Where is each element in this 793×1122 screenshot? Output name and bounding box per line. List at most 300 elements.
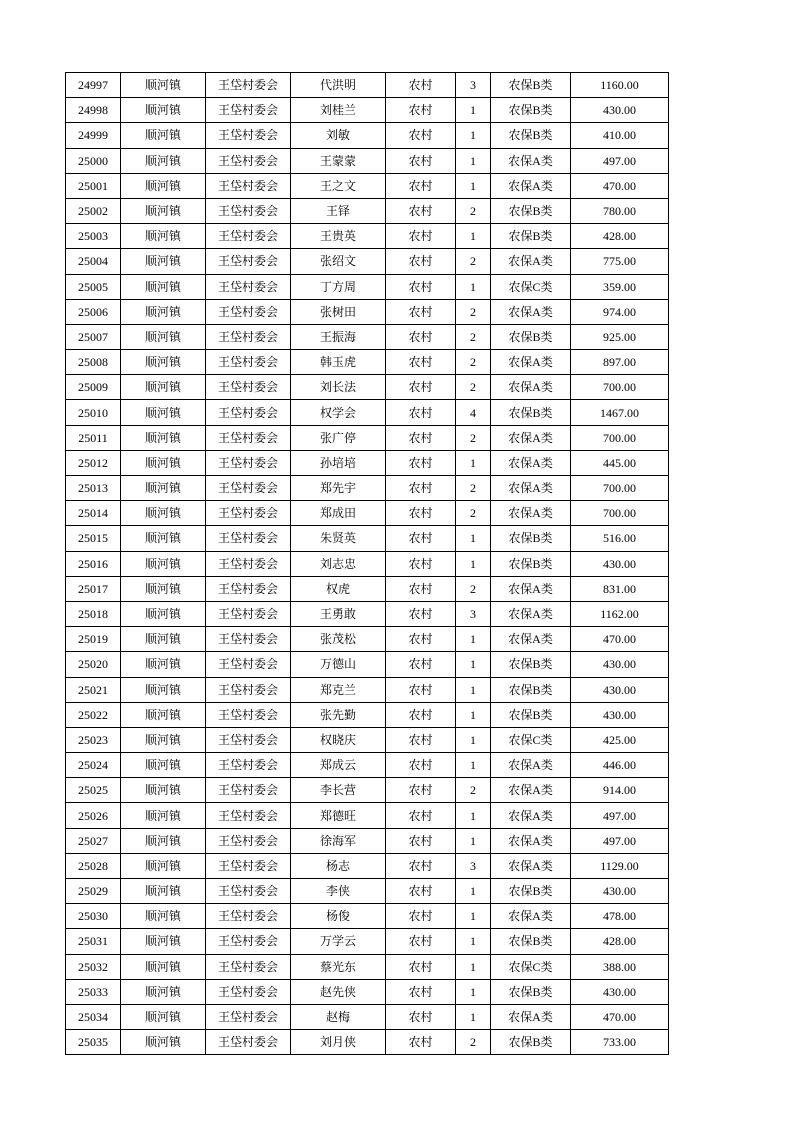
table-cell-count: 1 [456,979,491,1004]
table-cell-amount: 974.00 [571,299,669,324]
table-cell-name: 杨志 [291,853,386,878]
table-cell-id: 25018 [66,601,121,626]
table-cell-residence: 农村 [386,576,456,601]
table-cell-town: 顺河镇 [121,904,206,929]
table-cell-id: 25004 [66,249,121,274]
table-cell-id: 25013 [66,476,121,501]
table-cell-name: 代洪明 [291,73,386,98]
table-row [66,98,669,123]
table-cell-id: 25027 [66,828,121,853]
table-cell-id: 24997 [66,73,121,98]
table-cell-town: 顺河镇 [121,198,206,223]
table-cell-residence: 农村 [386,400,456,425]
table-cell-town: 顺河镇 [121,627,206,652]
table-cell-village: 王垈村委会 [206,979,291,1004]
table-cell-village: 王垈村委会 [206,803,291,828]
table-cell-residence: 农村 [386,476,456,501]
table-cell-residence: 农村 [386,879,456,904]
table-cell-id: 25030 [66,904,121,929]
table-cell-residence: 农村 [386,350,456,375]
table-cell-id: 25035 [66,1030,121,1055]
table-cell-village: 王垈村委会 [206,123,291,148]
table-cell-town: 顺河镇 [121,601,206,626]
table-cell-category: 农保A类 [491,501,571,526]
table-cell-village: 王垈村委会 [206,853,291,878]
table-cell-count: 1 [456,173,491,198]
table-cell-count: 1 [456,526,491,551]
table-cell-id: 25033 [66,979,121,1004]
table-cell-category: 农保A类 [491,753,571,778]
table-row [66,73,669,98]
table-cell-town: 顺河镇 [121,299,206,324]
table-cell-name: 权学会 [291,400,386,425]
table-cell-town: 顺河镇 [121,400,206,425]
table-cell-category: 农保A类 [491,904,571,929]
table-cell-category: 农保B类 [491,551,571,576]
table-cell-count: 2 [456,249,491,274]
table-cell-category: 农保B类 [491,677,571,702]
table-cell-name: 权晓庆 [291,727,386,752]
table-cell-residence: 农村 [386,299,456,324]
table-row [66,652,669,677]
table-cell-residence: 农村 [386,652,456,677]
table-cell-town: 顺河镇 [121,224,206,249]
table-cell-residence: 农村 [386,274,456,299]
table-cell-town: 顺河镇 [121,576,206,601]
table-cell-count: 1 [456,148,491,173]
table-cell-name: 张广停 [291,425,386,450]
table-cell-name: 万学云 [291,929,386,954]
benefits-table [65,72,669,1055]
table-cell-name: 徐海军 [291,828,386,853]
table-cell-name: 万德山 [291,652,386,677]
table-row [66,350,669,375]
table-cell-name: 王蒙蒙 [291,148,386,173]
table-row [66,476,669,501]
table-cell-residence: 农村 [386,450,456,475]
table-cell-village: 王垈村委会 [206,98,291,123]
table-cell-id: 25008 [66,350,121,375]
table-cell-category: 农保A类 [491,627,571,652]
table-cell-id: 25017 [66,576,121,601]
table-cell-category: 农保B类 [491,198,571,223]
table-cell-residence: 农村 [386,702,456,727]
table-cell-count: 1 [456,551,491,576]
table-cell-count: 1 [456,954,491,979]
table-cell-id: 25021 [66,677,121,702]
table-cell-category: 农保B类 [491,652,571,677]
table-cell-amount: 1467.00 [571,400,669,425]
table-cell-name: 刘桂兰 [291,98,386,123]
table-cell-name: 郑先宇 [291,476,386,501]
table-cell-count: 2 [456,501,491,526]
table-cell-village: 王垈村委会 [206,904,291,929]
table-cell-residence: 农村 [386,803,456,828]
table-cell-id: 25022 [66,702,121,727]
table-cell-count: 1 [456,98,491,123]
table-cell-category: 农保B类 [491,123,571,148]
table-cell-amount: 497.00 [571,148,669,173]
table-cell-residence: 农村 [386,551,456,576]
table-cell-residence: 农村 [386,224,456,249]
table-cell-village: 王垈村委会 [206,375,291,400]
table-cell-village: 王垈村委会 [206,299,291,324]
table-cell-amount: 428.00 [571,224,669,249]
table-row [66,551,669,576]
table-cell-residence: 农村 [386,375,456,400]
table-row [66,1004,669,1029]
table-cell-id: 25005 [66,274,121,299]
table-cell-id: 25031 [66,929,121,954]
table-row [66,123,669,148]
table-cell-name: 赵梅 [291,1004,386,1029]
table-cell-count: 1 [456,652,491,677]
table-cell-village: 王垈村委会 [206,274,291,299]
table-cell-town: 顺河镇 [121,249,206,274]
table-row [66,1030,669,1055]
table-cell-residence: 农村 [386,148,456,173]
table-row [66,198,669,223]
table-cell-village: 王垈村委会 [206,324,291,349]
table-cell-town: 顺河镇 [121,778,206,803]
table-cell-name: 刘月侠 [291,1030,386,1055]
table-cell-category: 农保A类 [491,350,571,375]
table-cell-amount: 430.00 [571,879,669,904]
table-cell-amount: 446.00 [571,753,669,778]
table-cell-village: 王垈村委会 [206,652,291,677]
table-cell-name: 权虎 [291,576,386,601]
table-cell-town: 顺河镇 [121,123,206,148]
table-cell-count: 2 [456,375,491,400]
table-cell-id: 25009 [66,375,121,400]
table-cell-village: 王垈村委会 [206,753,291,778]
table-cell-count: 1 [456,677,491,702]
table-cell-id: 25024 [66,753,121,778]
table-cell-residence: 农村 [386,73,456,98]
table-cell-village: 王垈村委会 [206,576,291,601]
table-cell-category: 农保C类 [491,727,571,752]
table-cell-count: 2 [456,425,491,450]
table-cell-residence: 农村 [386,526,456,551]
table-cell-id: 25019 [66,627,121,652]
table-cell-count: 1 [456,224,491,249]
table-cell-village: 王垈村委会 [206,173,291,198]
table-row [66,979,669,1004]
table-cell-village: 王垈村委会 [206,879,291,904]
table-cell-town: 顺河镇 [121,828,206,853]
table-cell-id: 24998 [66,98,121,123]
table-cell-town: 顺河镇 [121,73,206,98]
table-cell-id: 25010 [66,400,121,425]
table-cell-amount: 428.00 [571,929,669,954]
table-cell-amount: 914.00 [571,778,669,803]
table-body [66,73,669,1055]
table-cell-amount: 780.00 [571,198,669,223]
table-cell-name: 赵先侠 [291,979,386,1004]
table-row [66,425,669,450]
table-cell-name: 刘长法 [291,375,386,400]
table-cell-town: 顺河镇 [121,803,206,828]
table-cell-count: 2 [456,299,491,324]
table-cell-village: 王垈村委会 [206,727,291,752]
table-cell-amount: 733.00 [571,1030,669,1055]
table-cell-name: 张树田 [291,299,386,324]
table-row [66,904,669,929]
table-cell-category: 农保C类 [491,274,571,299]
table-row [66,702,669,727]
table-cell-count: 1 [456,803,491,828]
table-cell-village: 王垈村委会 [206,350,291,375]
table-cell-category: 农保A类 [491,803,571,828]
table-cell-residence: 农村 [386,979,456,1004]
table-cell-village: 王垈村委会 [206,778,291,803]
table-cell-amount: 497.00 [571,803,669,828]
table-cell-amount: 775.00 [571,249,669,274]
table-cell-name: 蔡光东 [291,954,386,979]
table-cell-amount: 388.00 [571,954,669,979]
table-cell-name: 刘敏 [291,123,386,148]
table-cell-name: 张茂松 [291,627,386,652]
table-cell-town: 顺河镇 [121,148,206,173]
table-cell-name: 王贵英 [291,224,386,249]
table-cell-town: 顺河镇 [121,350,206,375]
table-cell-name: 孙培培 [291,450,386,475]
table-cell-category: 农保A类 [491,778,571,803]
table-cell-village: 王垈村委会 [206,400,291,425]
table-row [66,753,669,778]
table-cell-town: 顺河镇 [121,652,206,677]
table-cell-category: 农保A类 [491,148,571,173]
table-cell-residence: 农村 [386,324,456,349]
table-cell-amount: 430.00 [571,551,669,576]
table-cell-village: 王垈村委会 [206,249,291,274]
table-cell-village: 王垈村委会 [206,1030,291,1055]
table-cell-category: 农保A类 [491,476,571,501]
table-cell-residence: 农村 [386,853,456,878]
table-cell-category: 农保A类 [491,450,571,475]
table-cell-amount: 897.00 [571,350,669,375]
table-cell-category: 农保B类 [491,73,571,98]
table-row [66,677,669,702]
table-cell-amount: 430.00 [571,98,669,123]
table-cell-residence: 农村 [386,954,456,979]
table-cell-name: 郑克兰 [291,677,386,702]
table-cell-category: 农保B类 [491,224,571,249]
table-cell-residence: 农村 [386,627,456,652]
table-cell-id: 25014 [66,501,121,526]
table-cell-amount: 470.00 [571,173,669,198]
table-cell-id: 25000 [66,148,121,173]
table-row [66,929,669,954]
table-cell-category: 农保A类 [491,299,571,324]
table-cell-name: 王振海 [291,324,386,349]
table-cell-village: 王垈村委会 [206,198,291,223]
table-cell-count: 1 [456,627,491,652]
table-cell-town: 顺河镇 [121,727,206,752]
table-cell-count: 1 [456,879,491,904]
table-cell-residence: 农村 [386,929,456,954]
table-cell-town: 顺河镇 [121,753,206,778]
table-cell-amount: 925.00 [571,324,669,349]
table-cell-count: 2 [456,324,491,349]
table-row [66,778,669,803]
table-cell-id: 25025 [66,778,121,803]
table-cell-category: 农保A类 [491,375,571,400]
table-cell-count: 2 [456,576,491,601]
table-row [66,299,669,324]
table-cell-amount: 430.00 [571,702,669,727]
table-cell-residence: 农村 [386,425,456,450]
table-cell-count: 2 [456,1030,491,1055]
table-cell-category: 农保B类 [491,702,571,727]
table-row [66,375,669,400]
table-row [66,173,669,198]
table-cell-town: 顺河镇 [121,677,206,702]
table-cell-town: 顺河镇 [121,425,206,450]
table-cell-amount: 700.00 [571,425,669,450]
table-cell-count: 1 [456,727,491,752]
table-cell-id: 25011 [66,425,121,450]
table-cell-village: 王垈村委会 [206,702,291,727]
table-cell-count: 1 [456,1004,491,1029]
table-cell-id: 25032 [66,954,121,979]
table-cell-count: 3 [456,601,491,626]
table-row [66,450,669,475]
table-cell-id: 24999 [66,123,121,148]
table-cell-residence: 农村 [386,727,456,752]
table-cell-residence: 农村 [386,501,456,526]
table-cell-name: 王铎 [291,198,386,223]
table-cell-residence: 农村 [386,98,456,123]
table-cell-residence: 农村 [386,198,456,223]
table-cell-id: 25016 [66,551,121,576]
table-cell-amount: 497.00 [571,828,669,853]
table-cell-name: 王勇敢 [291,601,386,626]
table-cell-village: 王垈村委会 [206,526,291,551]
table-cell-village: 王垈村委会 [206,954,291,979]
table-cell-town: 顺河镇 [121,1030,206,1055]
table-cell-count: 2 [456,350,491,375]
table-cell-town: 顺河镇 [121,450,206,475]
table-row [66,853,669,878]
table-row [66,501,669,526]
table-cell-category: 农保A类 [491,853,571,878]
table-cell-town: 顺河镇 [121,173,206,198]
table-cell-category: 农保A类 [491,828,571,853]
table-cell-category: 农保A类 [491,425,571,450]
table-cell-town: 顺河镇 [121,324,206,349]
table-cell-name: 郑成云 [291,753,386,778]
table-row [66,249,669,274]
table-cell-id: 25001 [66,173,121,198]
table-cell-count: 1 [456,929,491,954]
table-cell-name: 丁方周 [291,274,386,299]
table-cell-category: 农保B类 [491,929,571,954]
table-cell-village: 王垈村委会 [206,929,291,954]
table-cell-village: 王垈村委会 [206,677,291,702]
table-cell-village: 王垈村委会 [206,1004,291,1029]
table-cell-village: 王垈村委会 [206,148,291,173]
table-cell-category: 农保A类 [491,1004,571,1029]
table-row [66,576,669,601]
table-cell-amount: 410.00 [571,123,669,148]
table-row [66,627,669,652]
table-cell-village: 王垈村委会 [206,627,291,652]
table-cell-category: 农保A类 [491,173,571,198]
table-cell-count: 1 [456,828,491,853]
table-cell-category: 农保B类 [491,879,571,904]
table-cell-name: 李侠 [291,879,386,904]
table-cell-id: 25007 [66,324,121,349]
table-cell-residence: 农村 [386,753,456,778]
table-cell-count: 1 [456,274,491,299]
table-cell-count: 1 [456,450,491,475]
table-cell-residence: 农村 [386,677,456,702]
table-cell-town: 顺河镇 [121,98,206,123]
table-cell-town: 顺河镇 [121,1004,206,1029]
table-cell-id: 25002 [66,198,121,223]
table-cell-amount: 831.00 [571,576,669,601]
table-cell-village: 王垈村委会 [206,828,291,853]
table-cell-count: 1 [456,702,491,727]
table-cell-amount: 1162.00 [571,601,669,626]
table-cell-name: 韩玉虎 [291,350,386,375]
table-row [66,601,669,626]
table-cell-residence: 农村 [386,123,456,148]
table-cell-town: 顺河镇 [121,501,206,526]
table-row [66,224,669,249]
table-cell-count: 2 [456,476,491,501]
table-cell-residence: 农村 [386,828,456,853]
table-cell-id: 25015 [66,526,121,551]
table-cell-village: 王垈村委会 [206,476,291,501]
table-cell-category: 农保C类 [491,954,571,979]
table-cell-town: 顺河镇 [121,274,206,299]
table-cell-id: 25020 [66,652,121,677]
table-cell-residence: 农村 [386,173,456,198]
table-cell-category: 农保A类 [491,576,571,601]
table-cell-amount: 430.00 [571,677,669,702]
table-cell-id: 25003 [66,224,121,249]
table-row [66,879,669,904]
table-cell-category: 农保A类 [491,601,571,626]
table-cell-town: 顺河镇 [121,702,206,727]
table-cell-residence: 农村 [386,1030,456,1055]
table-cell-town: 顺河镇 [121,954,206,979]
table-cell-amount: 1160.00 [571,73,669,98]
table-cell-name: 张先勤 [291,702,386,727]
table-cell-amount: 445.00 [571,450,669,475]
table-cell-amount: 470.00 [571,627,669,652]
table-row [66,324,669,349]
table-cell-village: 王垈村委会 [206,224,291,249]
table-cell-id: 25006 [66,299,121,324]
table-cell-category: 农保B类 [491,979,571,1004]
table-cell-amount: 1129.00 [571,853,669,878]
table-cell-category: 农保B类 [491,98,571,123]
table-row [66,727,669,752]
table-cell-count: 3 [456,853,491,878]
table-cell-name: 杨俊 [291,904,386,929]
table-cell-amount: 516.00 [571,526,669,551]
table-cell-village: 王垈村委会 [206,73,291,98]
table-cell-village: 王垈村委会 [206,450,291,475]
table-cell-id: 25023 [66,727,121,752]
table-cell-id: 25026 [66,803,121,828]
table-row [66,954,669,979]
table-cell-count: 2 [456,198,491,223]
table-cell-village: 王垈村委会 [206,551,291,576]
